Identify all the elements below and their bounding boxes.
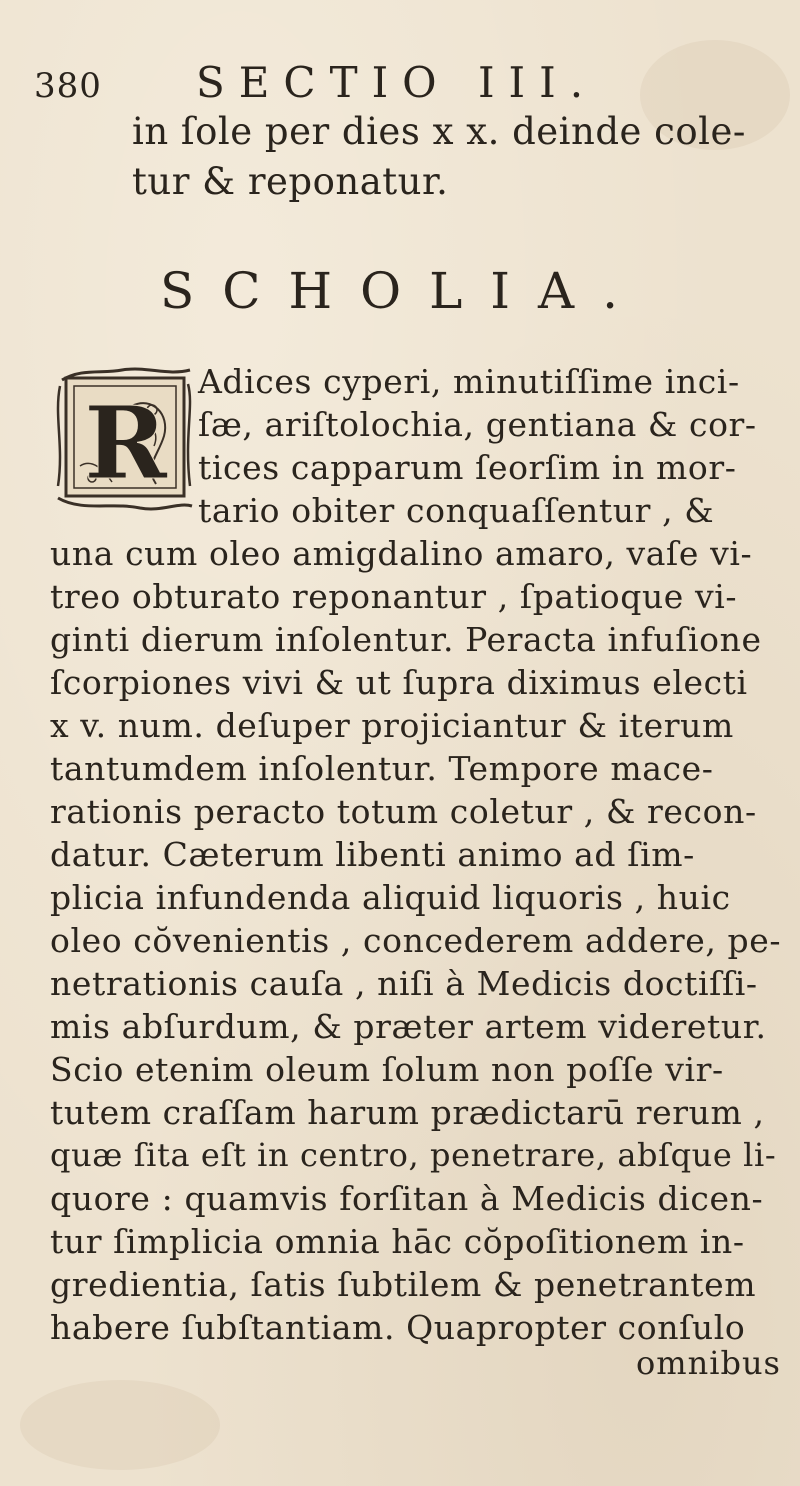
body-line: Adices cyperi, minutiſſime inci- <box>198 362 740 401</box>
body-line: tur ſimplicia omnia hāc cŏpoſitionem in- <box>50 1222 745 1261</box>
body-line: quæ ſita eſt in centro, penetrare, abſque li- <box>50 1136 777 1174</box>
continuation-line: tur & reponatur. <box>132 160 449 203</box>
catchword: omnibus <box>636 1344 781 1382</box>
scholia-title: SCHOLIA. <box>160 262 647 320</box>
continuation-line: in ſole per dies x x. deinde cole- <box>132 110 746 153</box>
paper-stain <box>20 1380 220 1470</box>
body-line: rationis peracto totum coletur , & recon- <box>50 792 757 831</box>
body-line: tices capparum ſeorſim in mor- <box>198 448 737 487</box>
body-line: quore : quamvis forſitan à Medicis dicen- <box>50 1179 764 1218</box>
body-line: una cum oleo amigdalino amaro, vaſe vi- <box>50 534 753 573</box>
body-line: mis abſurdum, & præter artem videretur. <box>50 1007 767 1046</box>
body-line: habere ſubſtantiam. Quapropter conſulo <box>50 1308 746 1347</box>
body-line: ginti dierum inſolentur. Peracta infuſione <box>50 620 762 659</box>
body-line: tutem craſſam harum prædictarū rerum , <box>50 1093 765 1132</box>
body-line: netrationis cauſa , niſi à Medicis doctiſſi- <box>50 964 758 1003</box>
body-line: ſæ, ariſtolochia, gentiana & cor- <box>198 405 757 444</box>
running-head <box>0 58 800 108</box>
body-line: x v. num. deſuper projiciantur & iterum <box>50 706 734 745</box>
body-line: oleo cŏvenientis , concederem addere, pe- <box>50 921 782 960</box>
section-heading: SECTIO III. <box>196 58 598 107</box>
page-number: 380 <box>34 66 102 106</box>
drop-cap-ornament <box>52 366 194 516</box>
body-line: tantumdem inſolentur. Tempore mace- <box>50 749 714 788</box>
body-line: Scio etenim oleum ſolum non poſſe vir- <box>50 1050 724 1089</box>
body-line: treo obturato reponantur , ſpatioque vi- <box>50 577 738 616</box>
body-line: gredientia, ſatis ſubtilem & penetrantem <box>50 1265 757 1304</box>
body-line: tario obiter conquaſſentur , & <box>198 491 715 530</box>
body-line: datur. Cæterum libenti animo ad ſim- <box>50 835 695 874</box>
body-line: ſcorpiones vivi & ut ſupra diximus electi <box>50 663 748 702</box>
drop-cap-letter: R <box>84 384 168 502</box>
body-line: plicia infundenda aliquid liquoris , huic <box>50 878 731 917</box>
